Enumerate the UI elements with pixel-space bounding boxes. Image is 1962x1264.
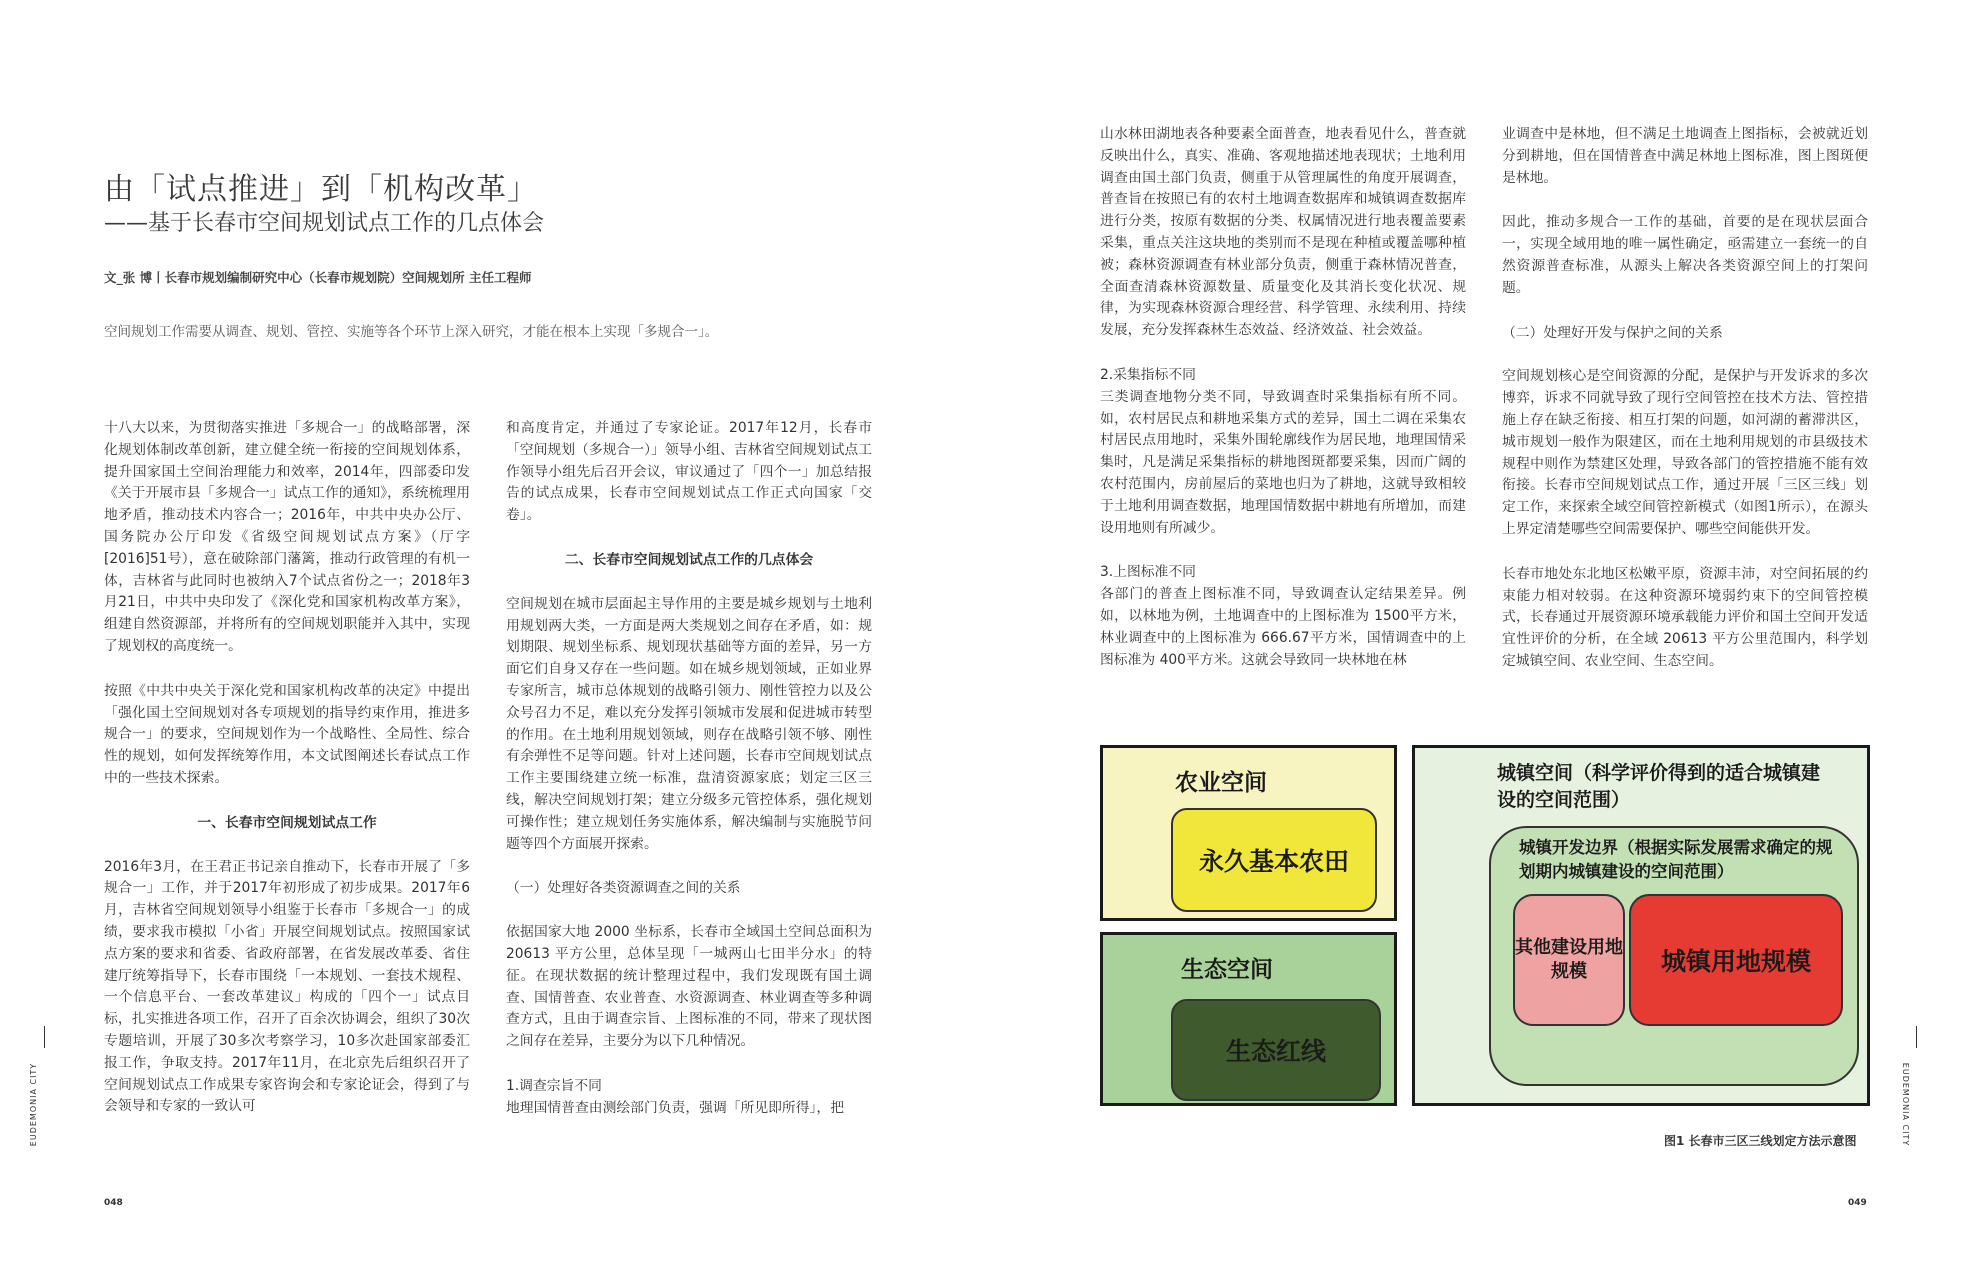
urban-development-boundary-box — [1489, 826, 1859, 1086]
side-running-head-left: EUDEMONIA CITY — [29, 1062, 39, 1147]
paragraph: 依据国家大地 2000 坐标系，长春市全域国土空间总面积为 20613 平方公里，总体呈现「一城两山七田半分水」的特征。在现状数据的统计整理过程中，我们发现既有国土调查、国情普查、农业普查、水资源调查、林业调查等多种调查方式，且由于调查宗旨、上图标准的不同，带来了现状图之间存在差异，主要分为以下几种情况。 — [506, 924, 872, 1050]
paragraph: 各部门的普查上图标准不同，导致调查认定结果差异。例如，以林地为例，土地调查中的上图标准为 1500平方米，林业调查中的上图标准为 666.67平方米，国情调查中的上图标准为 400平方米。这就会导致同一块林地在林 — [1100, 586, 1466, 668]
paragraph: 按照《中共中央关于深化党和国家机构改革的决定》中提出「强化国土空间规划对各专项规划的指导约束作用，推进多规合一」的要求，空间规划作为一个战略性、全局性、综合性的规划，如何发挥统筹作用，本文试图阐述长春试点工作中的一些技术探索。 — [104, 682, 470, 786]
article-title: 由「试点推进」到「机构改革」 — [104, 172, 538, 207]
item-heading: 2.采集指标不同 — [1100, 366, 1196, 383]
permanent-farmland-box: 永久基本农田 — [1171, 808, 1377, 912]
side-divider — [1916, 1026, 1917, 1048]
paragraph: 十八大以来，为贯彻落实推进「多规合一」的战略部署，深化规划体制改革创新，建立健全统一衔接的空间规划体系，提升国家国土空间治理能力和效率，2014年，四部委印发《关于开展市县「多规合一」试点工作的通知》，系统梳理用地矛盾，推动技术内容合一；2016年，中共中央办公厅、国务院办公厅印发《省级空间规划试点方案》（厅字[2016]51号），意在破除部门藩篱，推动行政管理的有机一体，吉林省与此同时也被纳入7个试点省份之一；2018年3月21日，中共中央印发了《深化党和国家机构改革方案》，组建自然资源部，并将所有的空间规划职能并入其中，实现了规划权的高度统一。 — [104, 420, 470, 654]
side-running-head-right: EUDEMONIA CITY — [1901, 1062, 1911, 1147]
paragraph: 业调查中是林地，但不满足土地调查上图指标，会被就近划分到耕地，但在国情普查中满足林地上图标准，图上图斑便是林地。 — [1502, 126, 1868, 186]
paragraph: 2016年3月，在王君正书记亲自推动下，长春市开展了「多规合一」工作，并于2017年初形成了初步成果。2017年6月，吉林省空间规划领导小组鉴于长春市「多规合一」的成绩，要求我市模拟「小省」开展空间规划试点。按照国家试点方案的要求和省委、省政府部署，在省发展改革委、省住建厅统筹指导下，长春市围绕「一本规划、一套技术规程、一个信息平台、一套改革建议」构成的「四个一」试点目标，扎实推进各项工作，召开了百余次协调会，组织了30次专题培训，开展了30多次考察学习，10多次赴国家部委汇报工作，争取支持。2017年11月，在北京先后组织召开了空间规划试点工作成果专家咨询会和专家论证会，得到了与会领导和专家的一致认可 — [104, 858, 470, 1115]
agricultural-space-box — [1100, 745, 1397, 921]
page-number-left: 048 — [104, 1198, 123, 1208]
subsection-heading: （二）处理好开发与保护之间的关系 — [1502, 324, 1723, 341]
page-number-right: 049 — [1848, 1198, 1867, 1208]
paragraph: 因此，推动多规合一工作的基础，首要的是在现状层面合一，实现全域用地的唯一属性确定，亟需建立一套统一的自然资源普查标准，从源头上解决各类资源空间上的打架问题。 — [1502, 214, 1868, 296]
ecological-redline-box: 生态红线 — [1171, 999, 1381, 1101]
agricultural-space-label: 农业空间 — [1175, 770, 1267, 796]
ecological-space-box — [1100, 932, 1397, 1106]
urban-land-scale-box: 城镇用地规模 — [1629, 894, 1843, 1026]
text-column-3 — [1100, 124, 1466, 694]
paragraph: 三类调查地物分类不同，导致调查时采集指标有所不同。如，农村居民点和耕地采集方式的差异，国土二调在采集农村居民点用地时，采集外围轮廓线作为居民地，地理国情采集时，凡是满足采集指标的耕地图斑都要采集，因而广阔的农村范围内，房前屋后的菜地也归为了耕地，这就导致相较于土地利用调查数据，地理国情数据中耕地有所增加，而建设用地则有所减少。 — [1100, 388, 1466, 536]
paragraph: 地理国情普查由测绘部门负责，强调「所见即所得」，把 — [506, 1099, 845, 1116]
figure-caption: 图1 长春市三区三线划定方法示意图 — [1664, 1134, 1857, 1148]
paragraph: 长春市地处东北地区松嫩平原，资源丰沛，对空间拓展的约束能力相对较弱。在这种资源环境弱约束下的空间管控模式，长春通过开展资源环境承载能力评价和国土空间开发适宜性评价的分析，在全域 20613 平方公里范围内，科学划定城镇空间、农业空间、生态空间。 — [1502, 565, 1868, 669]
item-heading: 3.上图标准不同 — [1100, 564, 1196, 581]
text-column-4 — [1502, 124, 1868, 696]
urban-boundary-label: 城镇开发边界（根据实际发展需求确定的规划期内城镇建设的空间范围） — [1519, 838, 1833, 881]
text-column-1 — [104, 418, 470, 1141]
paragraph: 山水林田湖地表各种要素全面普查，地表看见什么，普查就反映出什么，真实、准确、客观地描述地表现状；土地利用调查由国土部门负责，侧重于从管理属性的角度开展调查，普查旨在按照已有的农村土地调查数据库和城镇调查数据库进行分类，按原有数据的分类、权属情况进行地表覆盖要素采集，重点关注这块地的类别而不是现在种植或覆盖哪种植被；森林资源调查有林业部分负责，侧重于森林情况普查，全面查清森林资源数量、质量变化及其消长变化状况、规律，为实现森林资源合理经营、科学管理、永续利用、持续发展，充分发挥森林生态效益、经济效益、社会效益。 — [1100, 126, 1466, 339]
paragraph: 空间规划在城市层面起主导作用的主要是城乡规划与土地利用规划两大类，一方面是两大类规划之间存在矛盾，如：规划期限、规划坐标系、规划现状基础等方面的差异，另一方面它们自身又存在一些问题。如在城乡规划领域，正如业界专家所言，城市总体规划的战略引领力、刚性管控力以及公众号召力不足，难以充分发挥引领城市发展和促进城市转型的作用。在土地利用规划领域，则存在战略引领不够、刚性有余弹性不足等问题。针对上述问题，长春市空间规划试点工作主要围绕建立统一标准，盘清资源家底；划定三区三线，解决空间规划打架；建立分级多元管控体系，强化规划可操作性；建立规划任务实施体系，解决编制与实施脱节问题等四个方面展开探索。 — [506, 595, 872, 852]
other-construction-land-box: 其他建设用地规模 — [1513, 894, 1625, 1026]
lead-text: 空间规划工作需要从调查、规划、管控、实施等各个环节上深入研究，才能在根本上实现「多规合一」。 — [104, 324, 719, 340]
urban-space-box — [1412, 745, 1870, 1106]
paragraph: 空间规划核心是空间资源的分配，是保护与开发诉求的多次博弈，诉求不同就导致了现行空间管控在技术方法、管控措施上存在缺乏衔接、相互打架的问题，如河湖的蓄滞洪区，城市规划一般作为限建区，而在土地利用规划的市县级技术规程中则作为禁建区处理，导致各部门的管控措施不能有效衔接。长春市空间规划试点工作，通过开展「三区三线」划定工作，来探索全域空间管控新模式（如图1所示），在源头上界定清楚哪些空间需要保护、哪些空间能供开发。 — [1502, 368, 1868, 537]
subsection-heading: （一）处理好各类资源调查之间的关系 — [506, 880, 741, 897]
urban-space-label: 城镇空间（科学评价得到的适合城镇建设的空间范围） — [1497, 762, 1821, 811]
text-column-2 — [506, 418, 872, 1143]
section-heading: 一、长春市空间规划试点工作 — [197, 814, 377, 831]
ecological-space-label: 生态空间 — [1181, 957, 1273, 983]
side-divider — [44, 1026, 45, 1048]
paragraph: 和高度肯定，并通过了专家论证。2017年12月，长春市「空间规划（多规合一）」领导小组、吉林省空间规划试点工作领导小组先后召开会议，审议通过了「四个一」加总结报告的试点成果，长春市空间规划试点工作正式向国家「交卷」。 — [506, 420, 872, 524]
author-line: 文_张 博丨长春市规划编制研究中心（长春市规划院）空间规划所 主任工程师 — [104, 270, 532, 285]
article-subtitle: ——基于长春市空间规划试点工作的几点体会 — [104, 211, 545, 236]
section-heading: 二、长春市空间规划试点工作的几点体会 — [564, 551, 814, 568]
item-heading: 1.调查宗旨不同 — [506, 1077, 602, 1094]
